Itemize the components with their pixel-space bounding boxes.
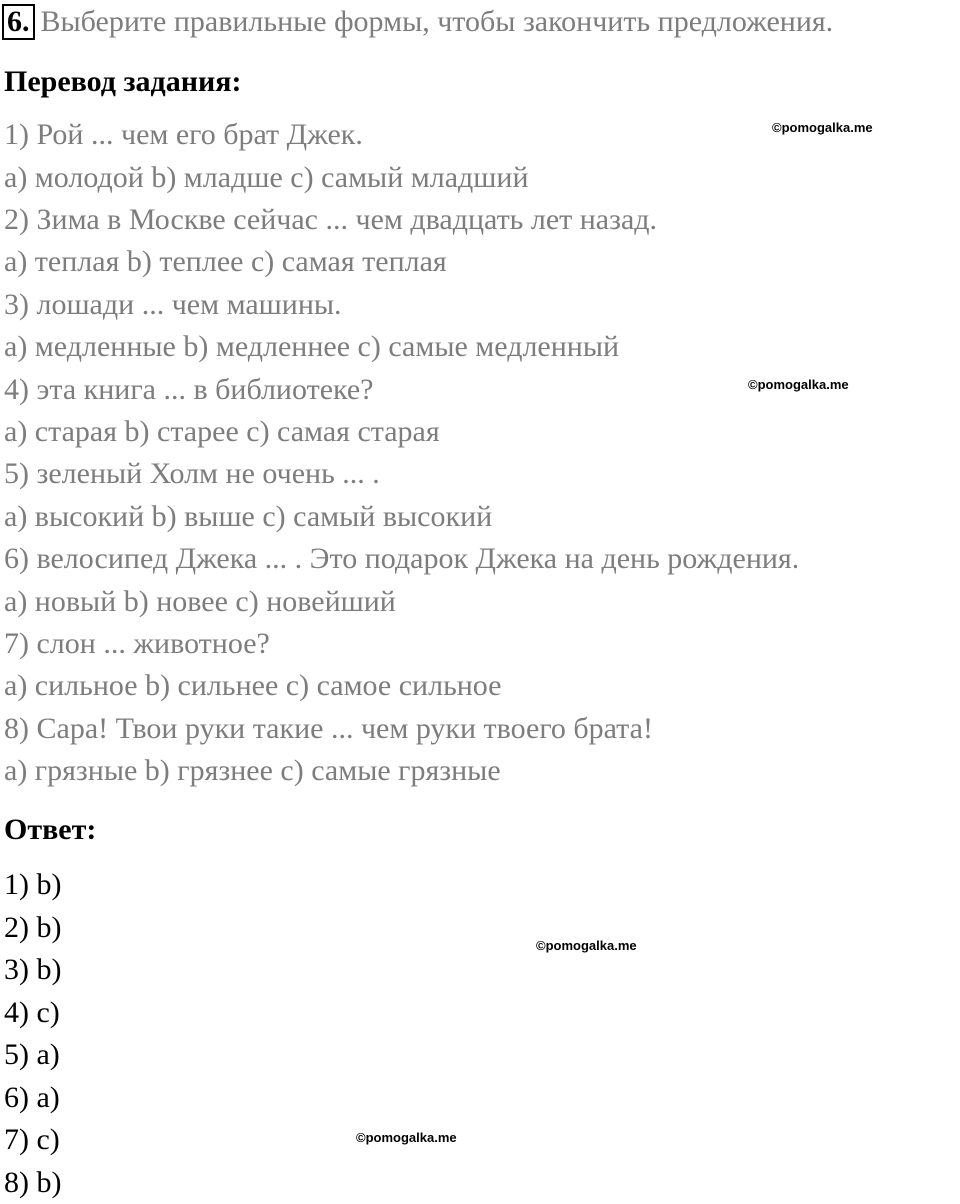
translation-line: a) молодой b) младше c) самый младший — [4, 161, 529, 194]
task-instruction: Выберите правильные формы, чтобы закончить предложения. — [40, 5, 834, 38]
translation-line: 1) Рой ... чем его брат Джек. — [4, 118, 363, 151]
translation-line: a) теплая b) теплее c) самая теплая — [4, 245, 447, 278]
watermark: ©pomogalka.me — [772, 120, 873, 135]
watermark: ©pomogalka.me — [356, 1130, 457, 1145]
watermark: ©pomogalka.me — [536, 938, 637, 953]
task-number: 6. — [2, 4, 35, 40]
answer-line: 6) a) — [4, 1081, 60, 1114]
answer-line: 4) c) — [4, 996, 60, 1029]
translation-line: 8) Сара! Твои руки такие ... чем руки твоего брата! — [4, 712, 653, 745]
translation-line: 3) лошади ... чем машины. — [4, 288, 342, 321]
watermark: ©pomogalka.me — [748, 377, 849, 392]
translation-heading: Перевод задания: — [4, 65, 242, 98]
translation-line: a) высокий b) выше c) самый высокий — [4, 500, 493, 533]
answer-line: 2) b) — [4, 911, 62, 944]
translation-line: a) сильное b) сильнее c) самое сильное — [4, 669, 502, 702]
answer-line: 3) b) — [4, 953, 62, 986]
translation-line: a) медленные b) медленнее c) самые медленный — [4, 330, 620, 363]
translation-line: 4) эта книга ... в библиотеке? — [4, 373, 374, 406]
answer-line: 7) c) — [4, 1123, 60, 1156]
translation-line: a) грязные b) грязнее c) самые грязные — [4, 754, 501, 787]
answer-line: 1) b) — [4, 868, 62, 901]
answer-heading: Ответ: — [4, 813, 97, 846]
answer-line: 8) b) — [4, 1166, 62, 1199]
answer-line: 5) a) — [4, 1038, 60, 1071]
translation-line: 7) слон ... животное? — [4, 627, 270, 660]
translation-line: a) старая b) старее c) самая старая — [4, 415, 440, 448]
translation-line: a) новый b) новее c) новейший — [4, 585, 396, 618]
task-header — [2, 4, 833, 40]
translation-line: 5) зеленый Холм не очень ... . — [4, 457, 380, 490]
translation-line: 2) Зима в Москве сейчас ... чем двадцать лет назад. — [4, 203, 658, 236]
translation-line: 6) велосипед Джека ... . Это подарок Джека на день рождения. — [4, 542, 800, 575]
